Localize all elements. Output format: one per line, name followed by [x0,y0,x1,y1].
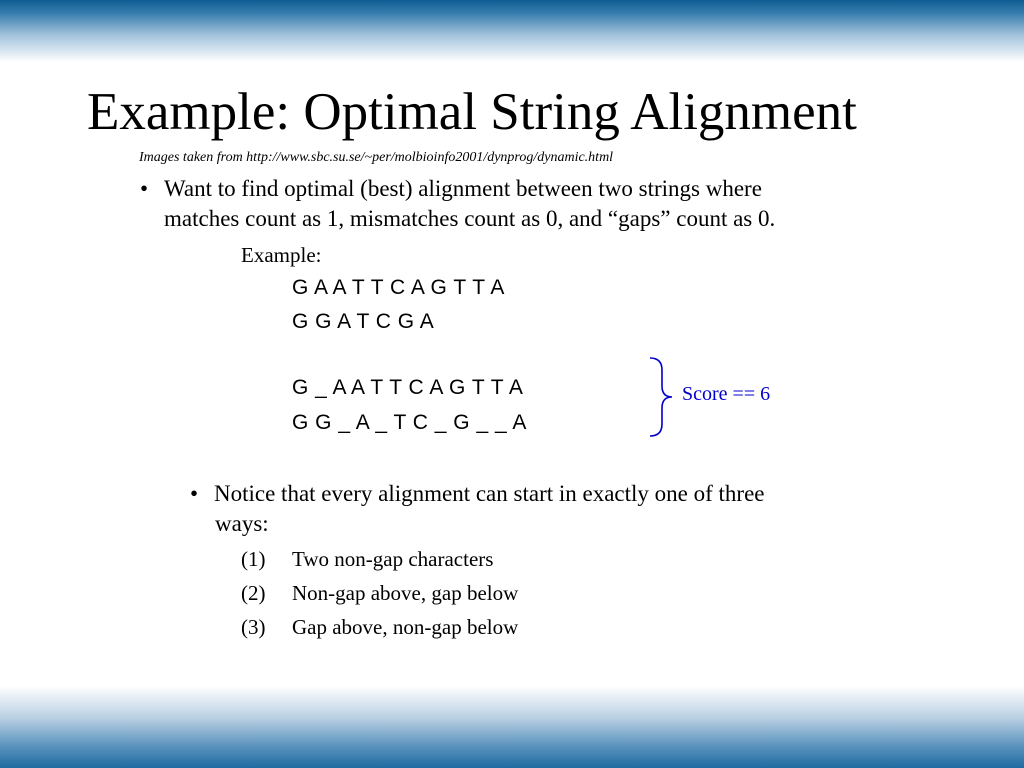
bullet-1-line-1 [140,174,762,204]
list-item-text: Two non-gap characters [292,547,494,571]
bullet-1-text-1: Want to find optimal (best) alignment between two strings where [164,176,762,201]
bullet-2-text-1: Notice that every alignment can start in exactly one of three [214,481,765,506]
right-brace-icon [646,356,676,438]
slide-title: Example: Optimal String Alignment [87,83,857,141]
bullet-2-line-1 [190,479,765,509]
list-item [241,545,493,573]
bullet-1-line-2: matches count as 1, mismatches count as 0, and “gaps” count as 0. [164,206,776,231]
list-item [241,613,518,641]
sequence-2: G G A T C G A [292,310,435,333]
bullet-dot: • [190,481,199,506]
list-item-text: Gap above, non-gap below [292,615,519,639]
list-item-number: (1) [241,547,266,571]
source-citation: Images taken from http://www.sbc.su.se/~per/molbioinfo2001/dynprog/dynamic.html [139,150,614,165]
list-item-text: Non-gap above, gap below [292,581,519,605]
aligned-sequence-1: G _ A A T T C A G T T A [292,376,524,399]
bullet-2-line-2: ways: [215,511,269,536]
list-item-number: (3) [241,615,266,639]
sequence-1: G A A T T C A G T T A [292,276,505,299]
score-label: Score == 6 [682,383,771,405]
list-item-number: (2) [241,581,266,605]
list-item [241,579,518,607]
aligned-sequence-2: G G _ A _ T C _ G _ _ A [292,411,527,434]
bullet-dot: • [140,176,149,201]
example-label: Example: [241,243,322,267]
